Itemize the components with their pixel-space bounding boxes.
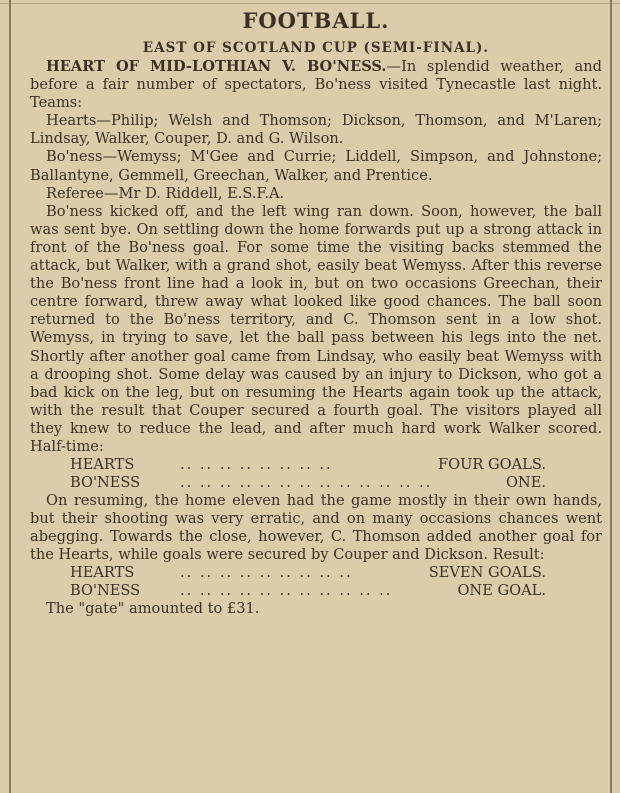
referee-line: Referee—Mr D. Riddell, E.S.F.A. <box>46 184 285 202</box>
left-column-rule <box>9 0 11 793</box>
gate-line: The "gate" amounted to £31. <box>46 600 260 618</box>
intro-text: —In splendid weather, and before a fair number of spectators, Bo'ness visited Tynecastle last night. Teams: <box>30 58 602 112</box>
score-team: BO'NESS <box>70 474 141 492</box>
hearts-lineup: Hearts—Philip; Welsh and Thomson; Dickson, Thomson, and M'Laren; Lindsay, Walker, Couper, D. and G. Wilson. <box>30 112 602 148</box>
headline: FOOTBALL. <box>242 8 390 33</box>
halftime-score-hearts <box>30 456 602 474</box>
result-score-boness <box>30 582 602 600</box>
article-column <box>30 6 602 618</box>
first-half-report: Bo'ness kicked off, and the left wing ran down. Soon, however, the ball was sent bye. On settling down the home forwards put up a strong attack in front of the Bo'ness goal. For some time the visiting backs stemmed the attack, but Walker, with a grand shot, easily beat Wemyss. After this reverse the Bo'ness front line had a look in, but on two occasions Greechan, their centre forward, threw away what looked like good chances. The ball soon returned to the Bo'ness territory, and C. Thomson sent in a low shot. Wemyss, in trying to save, let the ball pass between his legs into the net. Shortly after another goal came from Lindsay, who easily beat Wemyss with a drooping shot. Some delay was caused by an injury to Dickson, who got a bad kick on the leg, but on resuming the Hearts again took up the attack, with the result that Couper secured a fourth goal. The visitors played all they knew to reduce the lead, and after much hard work Walker scored. Half-time: <box>30 202 602 455</box>
score-dots: .. .. .. .. .. .. .. .. <box>180 456 333 474</box>
score-result: ONE. <box>505 474 546 492</box>
score-result: SEVEN GOALS. <box>428 564 546 582</box>
second-half-body <box>30 492 602 564</box>
article-body <box>30 58 602 456</box>
right-column-rule <box>610 0 612 793</box>
second-half-report: On resuming, the home eleven had the game mostly in their own hands, but their shooting was very erratic, and on many occasions chances went abegging. Towards the close, however, C. Thomson added another goal for the Hearts, while goals were secured by Couper and Dickson. Result: <box>30 492 602 564</box>
result-score-hearts <box>30 564 602 582</box>
score-result: FOUR GOALS. <box>438 456 546 474</box>
score-team: BO'NESS <box>70 582 141 600</box>
match-title: HEART OF MID-LOTHIAN V. BO'NESS. <box>46 58 387 75</box>
intro-paragraph <box>30 58 602 112</box>
score-dots: .. .. .. .. .. .. .. .. .. .. .. .. .. <box>180 474 433 492</box>
halftime-score-boness <box>30 474 602 492</box>
boness-lineup: Bo'ness—Wemyss; M'Gee and Currie; Liddell, Simpson, and Johnstone; Ballantyne, Gemmell, Greechan, Walker, and Prentice. <box>30 148 602 184</box>
score-dots: .. .. .. .. .. .. .. .. .. .. .. <box>180 582 393 600</box>
top-rule <box>0 3 620 4</box>
subhead: EAST OF SCOTLAND CUP (SEMI-FINAL). <box>142 40 490 56</box>
score-team: HEARTS <box>70 564 135 582</box>
score-team: HEARTS <box>70 456 135 474</box>
score-result: ONE GOAL. <box>457 582 546 600</box>
score-dots: .. .. .. .. .. .. .. .. .. <box>180 564 353 582</box>
